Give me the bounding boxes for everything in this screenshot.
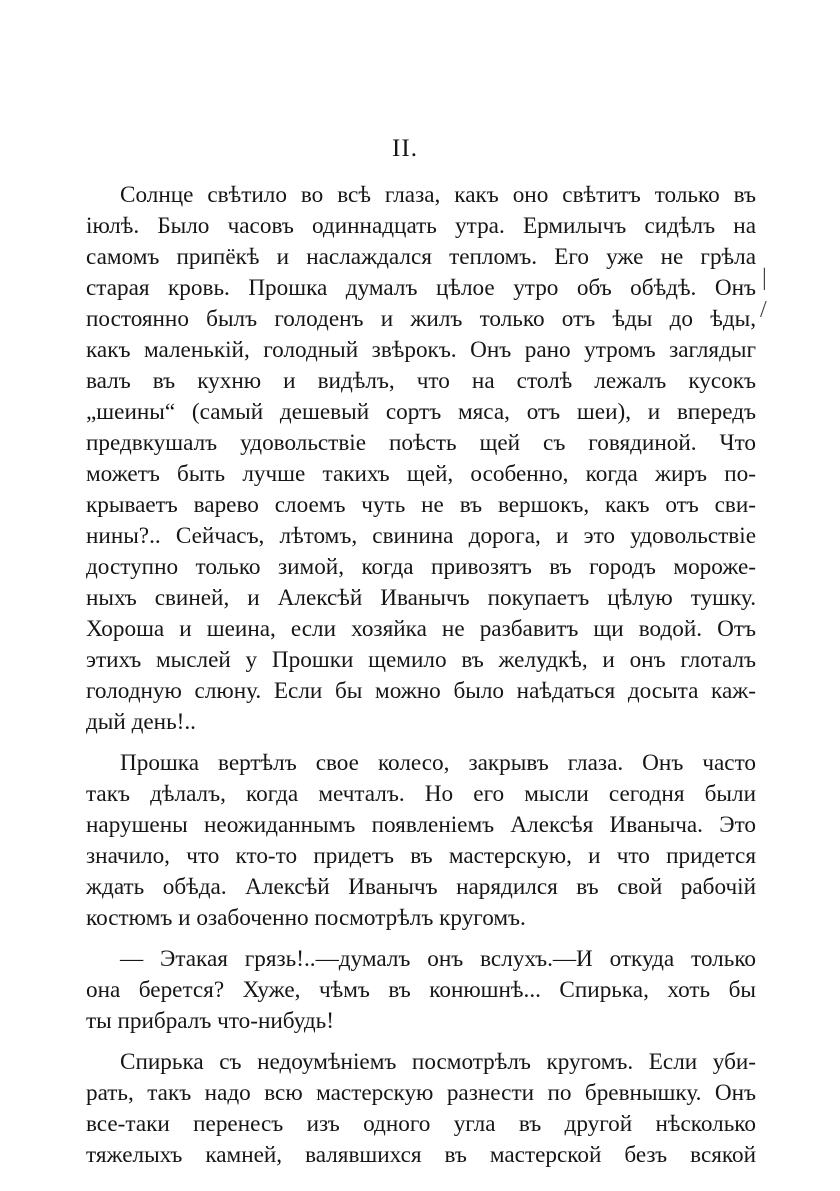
text-line: крываетъ варево слоемъ чуть не въ вершокъ, какъ отъ сви- xyxy=(86,492,756,518)
text-line: этихъ мыслей у Прошки щемило въ желудкѣ, и онъ глоталъ xyxy=(86,647,756,673)
paragraph xyxy=(86,1047,756,1171)
text-line: ты прибралъ что-нибудь! xyxy=(86,1008,334,1034)
text-line: она берется? Хуже, чѣмъ въ конюшнѣ... Спирька, хоть бы xyxy=(86,977,756,1003)
text-line: іюлѣ. Было часовъ одиннадцать утра. Ермилычъ сидѣлъ на xyxy=(86,213,756,239)
text-line: дый день!.. xyxy=(86,709,196,735)
paragraph xyxy=(86,748,756,934)
text-line: ныхъ свиней, и Алексѣй Иванычъ покупаетъ цѣлую тушку. xyxy=(86,585,756,611)
text-line: самомъ припёкѣ и наслаждался тепломъ. Его уже не грѣла xyxy=(86,244,756,270)
text-line: голодную слюну. Если бы можно было наѣдаться досыта каж- xyxy=(86,678,756,704)
text-line: доступно только зимой, когда привозятъ въ городъ мороже- xyxy=(86,554,756,580)
text-line: Солнце свѣтило во всѣ глаза, какъ оно свѣтитъ только въ xyxy=(120,182,756,208)
text-line: Хороша и шеина, если хозяйка не разбавитъ щи водой. Отъ xyxy=(86,616,756,642)
text-line: валъ въ кухню и видѣлъ, что на столѣ лежалъ кусокъ xyxy=(86,368,756,394)
text-line: — Этакая грязь!..—думалъ онъ вслухъ.—И откуда только xyxy=(120,946,756,972)
text-line: нины?.. Сейчасъ, лѣтомъ, свинина дорога, и это удовольствіе xyxy=(86,523,756,549)
text-line: можетъ быть лучше такихъ щей, особенно, когда жиръ по- xyxy=(86,461,756,487)
text-line: тяжелыхъ камней, валявшихся въ мастерской безъ всякой xyxy=(86,1142,756,1168)
paragraph xyxy=(86,180,756,738)
text-line: рать, такъ надо всю мастерскую разнести по бревнышку. Онъ xyxy=(86,1080,756,1106)
text-line: такъ дѣлалъ, когда мечталъ. Но его мысли сегодня были xyxy=(86,781,756,807)
chapter-number: II. xyxy=(392,135,418,162)
text-line: костюмъ и озабоченно посмотрѣлъ кругомъ. xyxy=(86,905,526,931)
text-line: „шеины“ (самый дешевый сортъ мяса, отъ шеи), и впередъ xyxy=(86,399,756,425)
text-line: какъ маленькій, голодный звѣрокъ. Онъ рано утромъ заглядыг xyxy=(86,337,756,363)
paragraph xyxy=(86,944,756,1037)
text-line: ждать обѣда. Алексѣй Иванычъ нарядился въ свой рабочій xyxy=(86,874,756,900)
text-line: постоянно былъ голоденъ и жилъ только отъ ѣды до ѣды, xyxy=(86,306,756,332)
margin-mark: / xyxy=(760,297,767,323)
text-line: Прошка вертѣлъ свое колесо, закрывъ глаза. Онъ часто xyxy=(120,750,756,776)
text-line: значило, что кто-то придетъ въ мастерскую, и что придется xyxy=(86,843,756,869)
text-line: все-таки перенесъ изъ одного угла въ другой нѣсколько xyxy=(86,1111,756,1137)
margin-mark: | xyxy=(762,265,767,291)
text-line: нарушены неожиданнымъ появленіемъ Алексѣя Иваныча. Это xyxy=(86,812,756,838)
text-line: Спирька съ недоумѣніемъ посмотрѣлъ кругомъ. Если уби- xyxy=(120,1049,756,1075)
text-line: старая кровь. Прошка думалъ цѣлое утро объ обѣдѣ. Онъ xyxy=(86,275,756,301)
text-body xyxy=(86,180,756,1171)
text-line: предвкушалъ удовольствіе поѣсть щей съ говядиной. Что xyxy=(86,430,756,456)
